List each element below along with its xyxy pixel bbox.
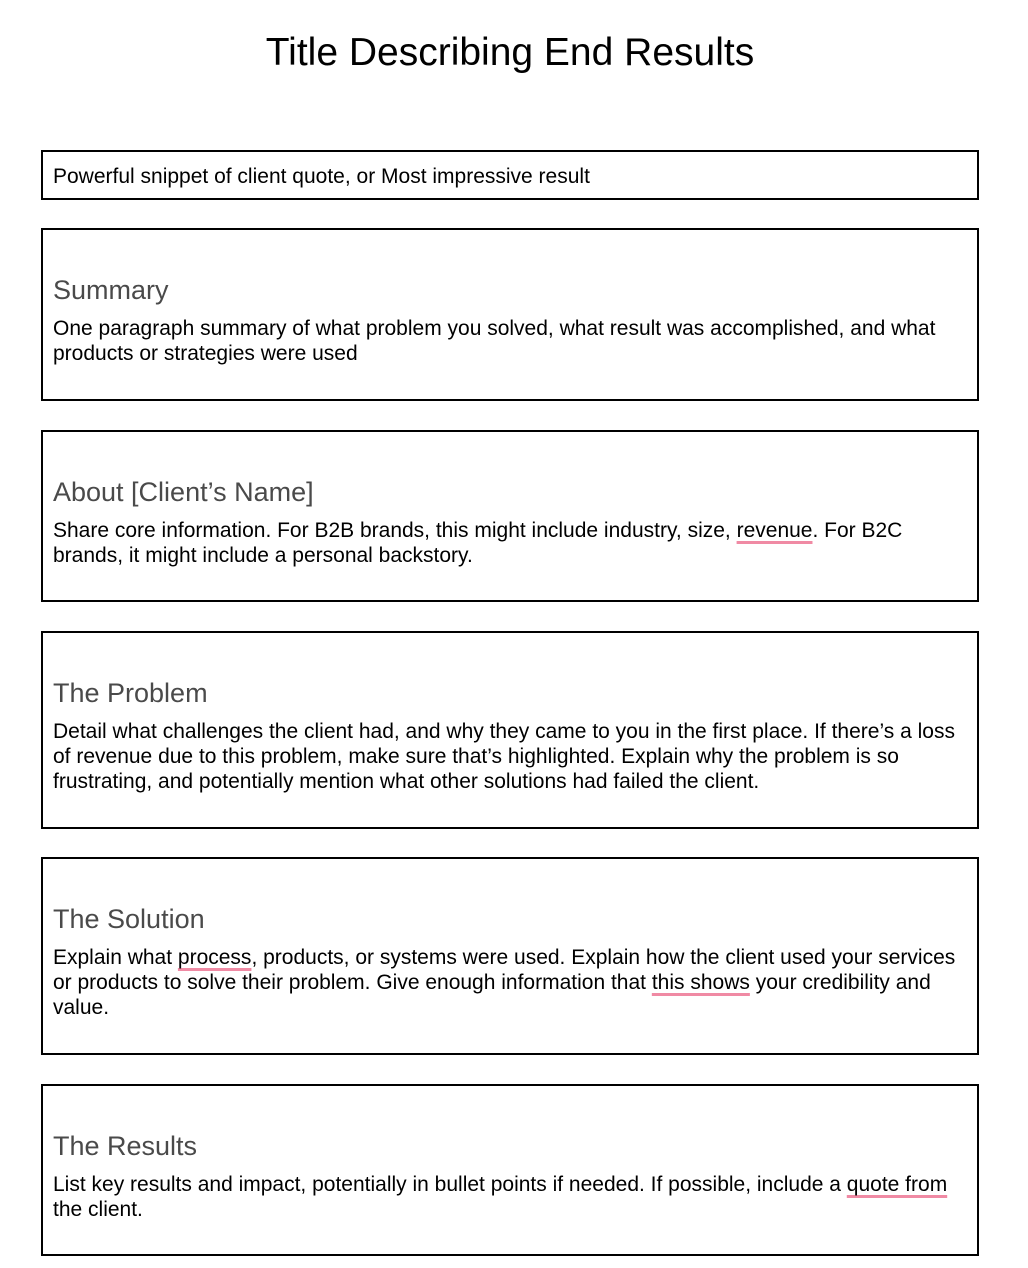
body-text: Detail what challenges the client had, and why they came to you in the first place. If there’s a loss of revenue due to this problem, make sure that’s highlighted. Explain why the problem is so frustrating, and potentially mention what other solutions had failed the client. [53, 720, 955, 793]
page-title: Title Describing End Results [265, 31, 755, 74]
spellcheck-flagged-word[interactable]: revenue [736, 519, 813, 542]
section-summary [41, 228, 979, 401]
body-text: your credibility and value. [53, 971, 931, 1019]
quote-box [41, 150, 979, 200]
section-body [53, 518, 971, 568]
section-problem [41, 631, 979, 829]
section-heading: The Results [53, 1131, 198, 1161]
section-body [53, 316, 971, 366]
body-text: Explain what [53, 946, 178, 969]
body-text: the client. [53, 1198, 143, 1221]
spellcheck-flagged-word[interactable]: this shows [651, 971, 750, 994]
section-heading: About [Client’s Name] [53, 477, 314, 507]
body-text: , products, or systems were used. Explain how the client used your services or products to solve their problem. Give enough information that [53, 946, 956, 994]
section-body [53, 945, 971, 1020]
section-body [53, 1172, 971, 1222]
spellcheck-flagged-word[interactable]: process [177, 946, 252, 969]
body-text: Share core information. For B2B brands, this might include industry, size, [53, 519, 737, 542]
body-text: List key results and impact, potentially in bullet points if needed. If possible, include a [53, 1173, 847, 1196]
section-heading: The Solution [53, 904, 205, 934]
section-about-client [41, 430, 979, 602]
body-text: . For B2C brands, it might include a personal backstory. [53, 519, 903, 567]
spellcheck-flagged-word[interactable]: quote from [846, 1173, 948, 1196]
section-solution [41, 857, 979, 1055]
body-text: One paragraph summary of what problem you solved, what result was accomplished, and what products or strategies were used [53, 317, 936, 365]
quote-text: Powerful snippet of client quote, or Most impressive result [53, 165, 590, 188]
section-body [53, 719, 971, 794]
section-results [41, 1084, 979, 1256]
section-heading: Summary [53, 275, 169, 305]
section-heading: The Problem [53, 678, 208, 708]
